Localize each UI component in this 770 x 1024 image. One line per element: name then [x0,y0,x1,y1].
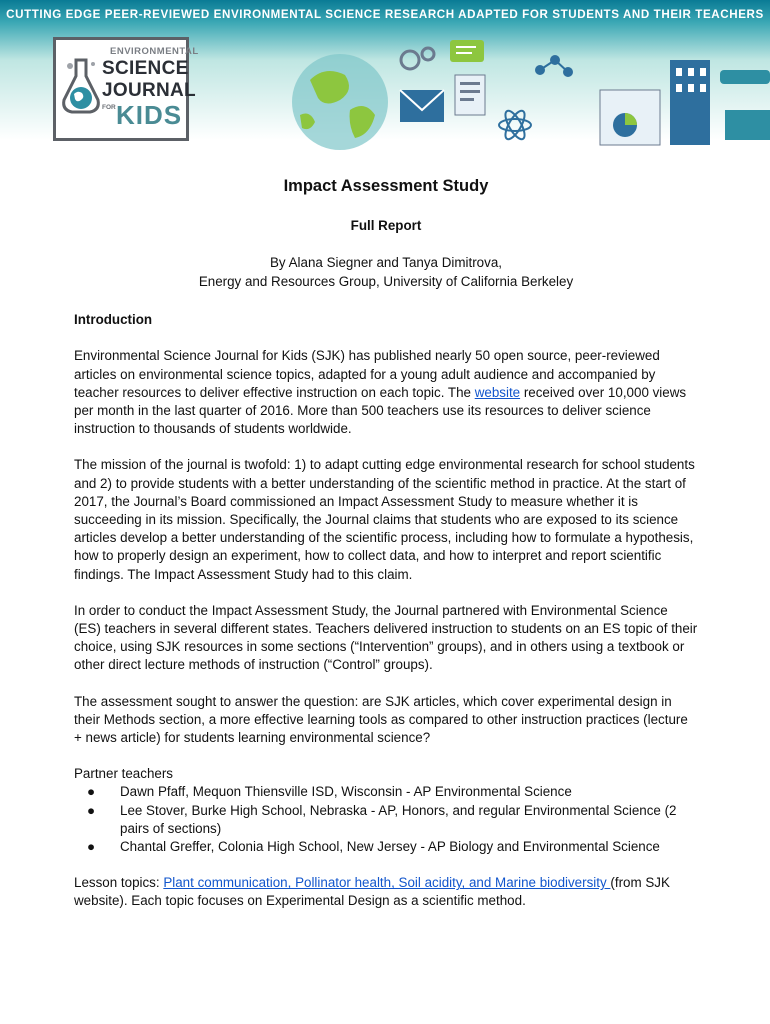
partner-text: Dawn Pfaff, Mequon Thiensville ISD, Wisconsin - AP Environmental Science [120,784,572,800]
introduction-heading: Introduction [74,312,153,328]
website-link[interactable]: website [474,384,521,400]
pointing-hand-icon [720,70,770,140]
document-icon [455,75,485,115]
list-item [74,783,698,801]
bullet-icon: ● [87,839,96,855]
building-icon [670,60,710,145]
logo-text-journal: JOURNAL [102,80,196,101]
logo-text-for: FOR [102,104,116,111]
science-illustration [270,30,770,150]
partners-list [74,783,698,856]
list-item [74,838,698,856]
header-banner [0,0,770,150]
lesson-topics-label: Lesson topics: [74,875,164,891]
bullet-icon: ● [87,802,96,818]
partners-heading: Partner teachers [74,766,173,782]
intro-text-b: received over 10,000 views per month in the last quarter of 2016. More than 500 teachers use its resources to deliver science instruction to thousands of students worldwide. [74,384,687,437]
authors-affiliation: Energy and Resources Group, University of California Berkeley [198,273,574,289]
gear-icon [401,48,434,69]
authors-names: By Alana Siegner and Tanya Dimitrova, [270,255,502,271]
banner-tagline: CUTTING EDGE PEER-REVIEWED ENVIRONMENTAL SCIENCE RESEARCH ADAPTED FOR STUDENTS AND THEIR TEACHERS [6,8,764,21]
intro-text-a: Environmental Science Journal for Kids (SJK) has published nearly 50 open source, peer-reviewed articles on environmental science topics, adapted for a young adult audience and accompanied by teacher resources to deliver effective instruction on each topic. The [74,348,660,400]
partner-text: Chantal Greffer, Colonia High School, New Jersey - AP Biology and Environmental Science [120,839,660,855]
journal-logo[interactable] [53,37,199,141]
method-paragraph: In order to conduct the Impact Assessment Study, the Journal partnered with Environmental Science (ES) teachers in several different states. Teachers delivered instruction to students on an ES topic of their choice, using SJK resources in some sections (“Intervention” groups), and in others using a textbook or other direct lecture methods of instruction (“Control” groups). [74,602,698,673]
page-title: Impact Assessment Study [283,177,489,195]
logo-text-science: SCIENCE [102,58,189,79]
logo-text-environmental: ENVIRONMENTAL [110,46,199,57]
question-paragraph: The assessment sought to answer the question: are SJK articles, which cover experimental design in their Methods section, a more effective learning tools as compared to other instruction practices (lecture + news article) for students learning environmental science? [74,693,688,746]
report-body [74,176,698,929]
lesson-topics-rest: (from SJK website). Each topic focuses on Experimental Design as a scientific method. [74,875,670,909]
list-item [74,802,698,838]
flask-globe-icon [60,56,104,116]
authors-block [74,254,698,291]
bullet-icon: ● [87,784,96,800]
lesson-topics-link[interactable]: Plant communication, Pollinator health, Soil acidity, and Marine biodiversity [163,875,611,891]
intro-paragraph [74,347,698,438]
molecule-icon [536,56,572,76]
chat-icon [450,40,484,62]
mission-paragraph: The mission of the journal is twofold: 1) to adapt cutting edge environmental research for school students and 2) to provide students with a better understanding of the scientific method in practice. At the start of 2017, the Journal’s Board commissioned an Impact Assessment Study to measure whether it is succeeding in its mission. Specifically, the Journal claims that students who are exposed to its science articles develop a better understanding of the scientific process, including how to formulate a hypothesis, how to properly design an experiment, how to collect data, and how to interpret and report scientific findings. The Impact Assessment Study had to this claim. [74,457,695,582]
chart-icon [600,90,660,145]
partner-text: Lee Stover, Burke High School, Nebraska - AP, Honors, and regular Environmental Science (2 pairs of sections) [120,802,677,836]
atom-icon [499,108,531,142]
lesson-topics-paragraph [74,874,698,910]
logo-text-kids: KIDS [116,100,183,130]
globe-icon [292,54,388,150]
report-subtitle: Full Report [350,218,422,233]
envelope-icon [400,90,444,122]
